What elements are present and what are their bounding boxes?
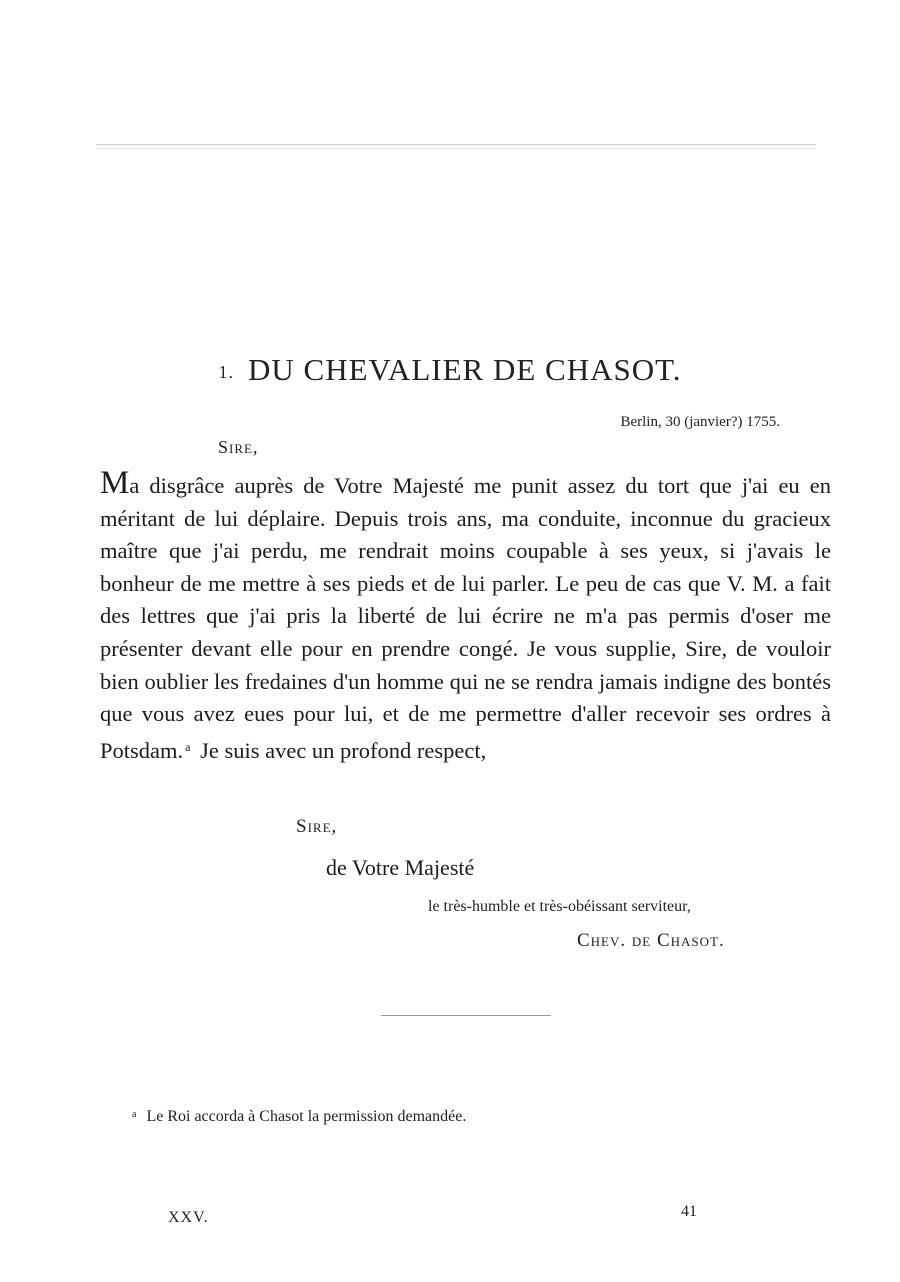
page-number: 41 <box>681 1203 697 1220</box>
signature: Chev. de Chasot. <box>577 930 725 951</box>
letter-body-text: a disgrâce auprès de Votre Majesté me punit assez du tort que j'ai eu en méritant de lui déplaire. Depuis trois ans, ma conduite, inconnue du gracieux maître que j'ai perdu, me rendrait moins coupable à ses yeux, si j'avais le bonheur de me mettre à ses pieds et de lui parler. Le peu de cas que V. M. a fait des lettres que j'ai pris la liberté de lui écrire ne m'a pas permis d'oser me présenter devant elle pour en prendre congé. Je vous supplie, Sire, de vouloir bien oublier les fredaines d'un homme qui ne se rendra jamais indigne des bontés que vous avez eues pour lui, et de me permettre d'aller recevoir ses ordres à Potsdam. <box>100 473 831 763</box>
closing-servant: le très-humble et très-obéissant serviteur, <box>428 898 691 915</box>
drop-initial: M <box>100 465 130 501</box>
letter-number: 1. <box>218 362 235 382</box>
closing-salutation: Sire, <box>296 816 338 837</box>
letter-body <box>100 465 831 767</box>
letter-heading <box>0 352 900 388</box>
letter-body-end: Je suis avec un profond respect, <box>200 737 487 763</box>
footnote-reference: a <box>185 739 191 754</box>
footnote-text: Le Roi accorda à Chasot la permission demandée. <box>146 1108 467 1125</box>
closing-majeste: de Votre Majesté <box>326 855 475 880</box>
footnote <box>132 1108 466 1126</box>
header-rule <box>96 144 816 145</box>
volume-mark: XXV. <box>168 1209 209 1226</box>
section-divider <box>381 1015 551 1016</box>
header-rule-secondary <box>96 148 816 149</box>
place-date: Berlin, 30 (janvier?) 1755. <box>620 414 780 430</box>
footnote-marker: a <box>132 1109 137 1120</box>
salutation: Sire, <box>218 437 259 457</box>
letter-title: DU CHEVALIER DE CHASOT. <box>248 352 682 387</box>
